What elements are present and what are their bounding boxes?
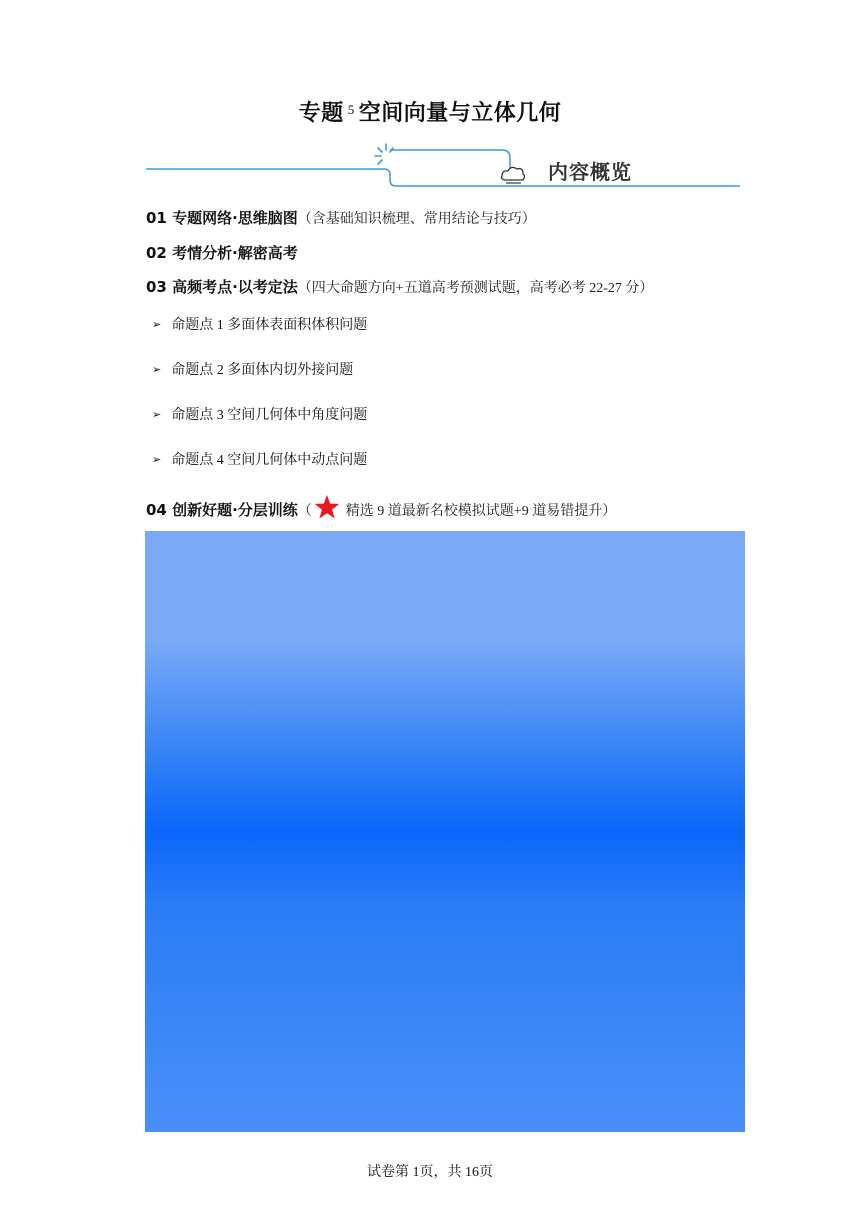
- section-04: [146, 494, 616, 520]
- page-footer: 试卷第 1页，共 16页: [367, 1165, 493, 1180]
- section-04-heading: 04 创新好题·分层训练: [146, 501, 298, 519]
- banner-decoration: [146, 140, 740, 192]
- list-item: [152, 359, 353, 379]
- arrow-bullet-icon: ➢: [152, 408, 162, 421]
- title-main: 空间向量与立体几何: [358, 101, 562, 126]
- list-item-text: 命题点 1 多面体表面积体积问题: [171, 318, 368, 333]
- mind-map-placeholder-image: [145, 531, 745, 1132]
- list-item-text: 命题点 4 空间几何体中动点问题: [171, 453, 368, 468]
- title-number: 5: [347, 102, 355, 117]
- page-title: [0, 96, 860, 127]
- section-01-heading: 01 专题网络·思维脑图: [146, 209, 298, 227]
- list-item: [152, 314, 367, 334]
- banner-label: 内容概览: [548, 160, 632, 184]
- section-03-heading: 03 高频考点·以考定法: [146, 278, 298, 296]
- section-03: [146, 276, 653, 297]
- section-01-note: （含基础知识梳理、常用结论与技巧）: [297, 212, 536, 227]
- arrow-bullet-icon: ➢: [152, 318, 162, 331]
- title-prefix: 专题: [298, 101, 344, 126]
- arrow-bullet-icon: ➢: [152, 363, 162, 376]
- section-02-heading: 02 考情分析·解密高考: [146, 244, 298, 262]
- section-04-note: 精选 9 道最新名校模拟试题+9 道易错提升）: [345, 504, 617, 519]
- section-02: [146, 242, 298, 263]
- list-item: [152, 404, 367, 424]
- list-item: [152, 449, 367, 469]
- list-item-text: 命题点 3 空间几何体中角度问题: [171, 408, 368, 423]
- section-03-note: （四大命题方向+五道高考预测试题，高考必考 22-27 分）: [297, 281, 654, 296]
- section-04-open-paren: （: [297, 504, 312, 519]
- arrow-bullet-icon: ➢: [152, 453, 162, 466]
- star-icon: [314, 494, 340, 520]
- content-overview-banner: [146, 140, 740, 192]
- list-item-text: 命题点 2 多面体内切外接问题: [171, 363, 354, 378]
- section-01: [146, 207, 536, 228]
